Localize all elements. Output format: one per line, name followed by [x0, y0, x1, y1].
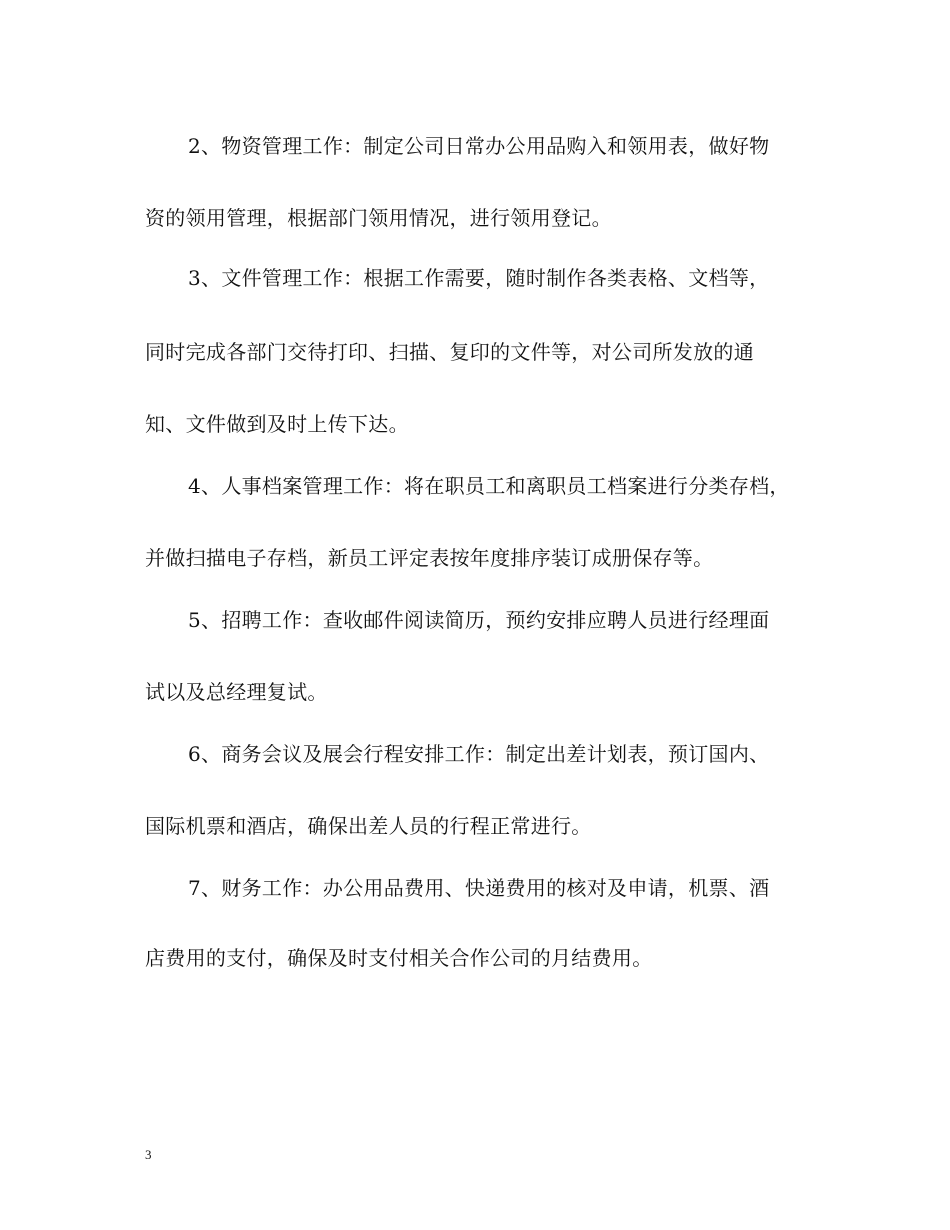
- paragraph-2-line-2: 资的领用管理，根据部门领用情况，进行领用登记。: [145, 206, 612, 230]
- paragraph-4-line-2: 并做扫描电子存档，新员工评定表按年度排序装订成册保存等。: [145, 546, 714, 570]
- paragraph-7-line-1: 7、财务工作：办公用品费用、快递费用的核对及申请，机票、酒: [188, 876, 770, 900]
- paragraph-4-line-1: 4、人事档案管理工作：将在职员工和离职员工档案进行分类存档，: [188, 474, 790, 498]
- paragraph-2-line-1: 2、物资管理工作：制定公司日常办公用品购入和领用表，做好物: [188, 134, 770, 158]
- paragraph-7-line-2: 店费用的支付，确保及时支付相关合作公司的月结费用。: [145, 946, 653, 970]
- paragraph-6-line-2: 国际机票和酒店，确保出差人员的行程正常进行。: [145, 814, 592, 838]
- paragraph-3-line-3: 知、文件做到及时上传下达。: [145, 412, 409, 436]
- paragraph-5-line-2: 试以及总经理复试。: [145, 680, 328, 704]
- page-number: 3: [145, 1147, 152, 1162]
- paragraph-3-line-1: 3、文件管理工作：根据工作需要，随时制作各类表格、文档等，: [188, 266, 770, 290]
- paragraph-3-line-2: 同时完成各部门交待打印、扫描、复印的文件等，对公司所发放的通: [145, 340, 754, 364]
- paragraph-6-line-1: 6、商务会议及展会行程安排工作：制定出差计划表，预订国内、: [188, 742, 770, 766]
- paragraph-5-line-1: 5、招聘工作：查收邮件阅读简历，预约安排应聘人员进行经理面: [188, 608, 770, 632]
